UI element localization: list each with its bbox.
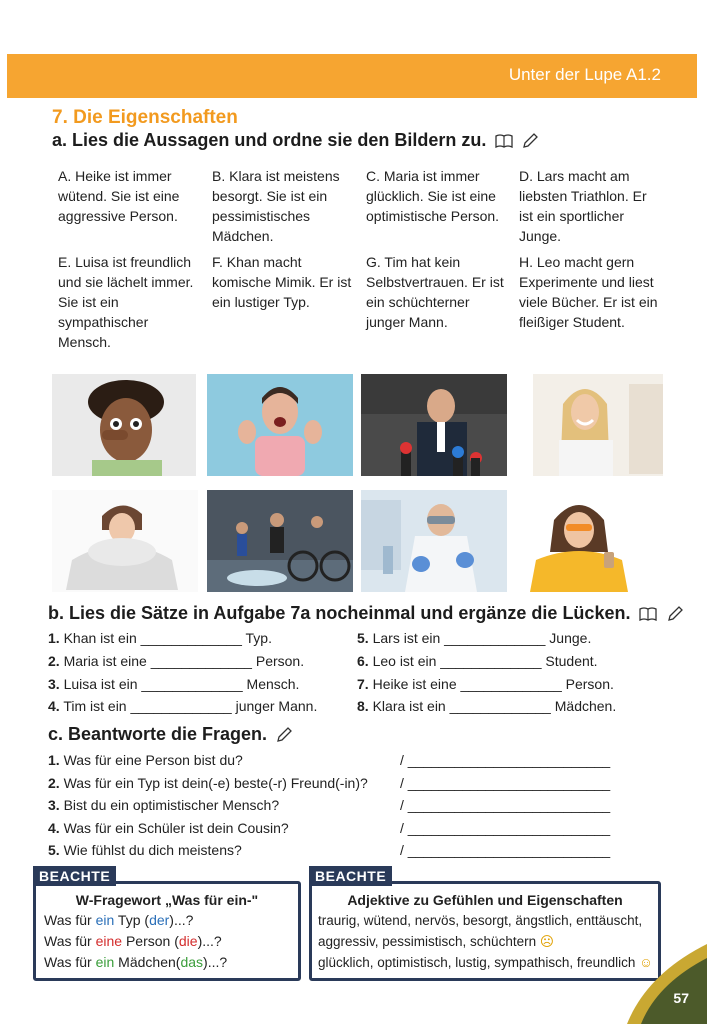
fill-row-4 [48,698,317,714]
question-text: Was für ein Typ ist dein(-e) beste(-r) Freund(-in)? [63,775,368,791]
pencil-icon [276,727,292,743]
sentence-end: Person. [255,653,305,669]
fill-row-6 [357,653,598,669]
fill-row-1 [48,630,272,646]
sentence-start: Khan ist ein [63,630,137,646]
photo-shy-man-press [361,374,507,476]
sentence-end: Student. [545,653,598,669]
item-number: 8. [357,698,369,714]
item-number: 2. [48,775,60,791]
answer-line-4[interactable]: / __________________________ [400,820,611,836]
pencil-icon [522,133,538,149]
question-4 [48,820,289,836]
statement-text: Maria ist immer glücklich. Sie ist eine optimistische Person. [366,168,500,224]
blank-field[interactable]: _____________ [444,630,546,646]
statement-letter: F. [212,254,223,270]
sentence-start: Tim ist ein [63,698,127,714]
statement-letter: G. [366,254,381,270]
sentence-end: junger Mann. [235,698,318,714]
fill-row-3 [48,676,299,692]
sentence-start: Heike ist eine [372,676,457,692]
sentence-end: Mensch. [246,676,300,692]
statement-c [366,166,508,226]
note-tab-beachte: BEACHTE [33,866,116,886]
answer-line-2[interactable]: / __________________________ [400,775,611,791]
item-number: 3. [48,676,60,692]
answer-line-5[interactable]: / __________________________ [400,842,611,858]
sentence-start: Klara ist ein [372,698,446,714]
statement-letter: D. [519,168,533,184]
statement-e [58,252,200,352]
statement-letter: A. [58,168,72,184]
answer-line-3[interactable]: / __________________________ [400,797,611,813]
header-banner [7,54,697,98]
item-number: 4. [48,820,60,836]
sentence-start: Leo ist ein [372,653,437,669]
pencil-icon [667,606,683,622]
blank-field[interactable]: _____________ [130,698,232,714]
question-5 [48,842,242,858]
question-text: Was für eine Person bist du? [63,752,243,768]
task-b-title: b. Lies die Sätze in Aufgabe 7a nocheinmal und ergänze die Lücken. [48,603,631,623]
statement-f [212,252,352,312]
statement-d [519,166,659,246]
fill-row-7 [357,676,614,692]
note-heading: W-Fragewort „Was für ein-" [75,892,259,908]
item-number: 3. [48,797,60,813]
statement-text: Luisa ist freundlich und sie lächelt immer. Sie ist ein sympathischer Mensch. [58,254,194,350]
question-2 [48,775,368,791]
question-text: Was für ein Schüler ist dein Cousin? [63,820,289,836]
question-1 [48,752,243,768]
sentence-start: Lars ist ein [372,630,441,646]
statement-text: Leo macht gern Experimente und liest viele Bücher. Er ist ein fleißiger Student. [519,254,658,330]
sad-face-icon: ☹ [539,934,554,949]
note-line: glücklich, optimistisch, lustig, sympathisch, freundlich ☺ [318,955,653,970]
question-text: Wie fühlst du dich meistens? [63,842,242,858]
statement-g [366,252,506,332]
blank-field[interactable]: _____________ [140,630,242,646]
photo-laughing-woman [524,490,634,592]
book-title: Unter der Lupe A1.2 [508,65,661,84]
note-line: traurig, wütend, nervös, besorgt, ängstlich, enttäuscht, [318,913,643,928]
statement-text: Klara ist meistens besorgt. Sie ist ein pessimistisches Mädchen. [212,168,340,244]
task-c-heading [48,724,292,745]
sentence-start: Luisa ist ein [63,676,138,692]
item-number: 4. [48,698,60,714]
statement-letter: H. [519,254,533,270]
sentence-end: Junge. [549,630,592,646]
note-heading: Adjektive zu Gefühlen und Eigenschaften [347,892,623,908]
photo-angry-woman [207,374,353,476]
sentence-end: Mädchen. [554,698,617,714]
blank-field[interactable]: _____________ [449,698,551,714]
item-number: 5. [357,630,369,646]
statement-letter: E. [58,254,72,270]
item-number: 2. [48,653,60,669]
blank-field[interactable]: _____________ [460,676,562,692]
section-title: 7. Die Eigenschaften [52,107,238,128]
item-number: 1. [48,752,60,768]
fill-row-8 [357,698,616,714]
question-text: Bist du ein optimistischer Mensch? [63,797,280,813]
note-box-was-fuer [33,881,301,981]
item-number: 6. [357,653,369,669]
statement-letter: C. [366,168,380,184]
fill-row-2 [48,653,304,669]
blank-field[interactable]: _____________ [141,676,243,692]
photo-happy-woman [533,374,663,476]
page-corner-decoration [627,944,707,1024]
photo-triathlon [207,490,353,592]
sentence-end: Person. [565,676,614,692]
note-line: Was für ein Mädchen(das)...? [44,954,228,970]
note-line: Was für ein Typ (der)...? [44,912,194,928]
book-icon [639,607,657,621]
question-3 [48,797,279,813]
statement-text: Lars macht am liebsten Triathlon. Er ist ein sportlicher Junge. [519,168,647,244]
task-a-title: a. Lies die Aussagen und ordne sie den Bildern zu. [52,130,487,150]
task-c-title: c. Beantworte die Fragen. [48,724,268,744]
statement-text: Tim hat kein Selbstvertrauen. Er ist ein schüchterner junger Mann. [366,254,504,330]
sentence-start: Maria ist eine [63,653,147,669]
photo-funny-face-boy [52,374,196,476]
photo-sad-girl [52,490,198,592]
task-a-heading [52,130,538,151]
statement-b [212,166,352,246]
statement-a [58,166,198,226]
fill-row-5 [357,630,591,646]
statement-h [519,252,661,332]
blank-field[interactable]: _____________ [440,653,542,669]
statement-text: Heike ist immer wütend. Sie ist eine aggressive Person. [58,168,180,224]
blank-field[interactable]: _____________ [150,653,252,669]
smile-icon: ☺ [639,955,653,970]
note-box-adjektive [309,881,661,981]
photo-scientist [361,490,507,592]
answer-line-1[interactable]: / __________________________ [400,752,611,768]
book-icon [495,134,513,148]
note-line: aggressiv, pessimistisch, schüchtern ☹ [318,934,554,949]
task-b-heading [48,603,683,624]
sentence-end: Typ. [245,630,272,646]
page-number: 57 [673,990,689,1006]
item-number: 1. [48,630,60,646]
item-number: 7. [357,676,369,692]
statement-text: Khan macht komische Mimik. Er ist ein lustiger Typ. [212,254,352,310]
note-tab-beachte: BEACHTE [309,866,392,886]
item-number: 5. [48,842,60,858]
statement-letter: B. [212,168,226,184]
note-line: Was für eine Person (die)...? [44,933,222,949]
